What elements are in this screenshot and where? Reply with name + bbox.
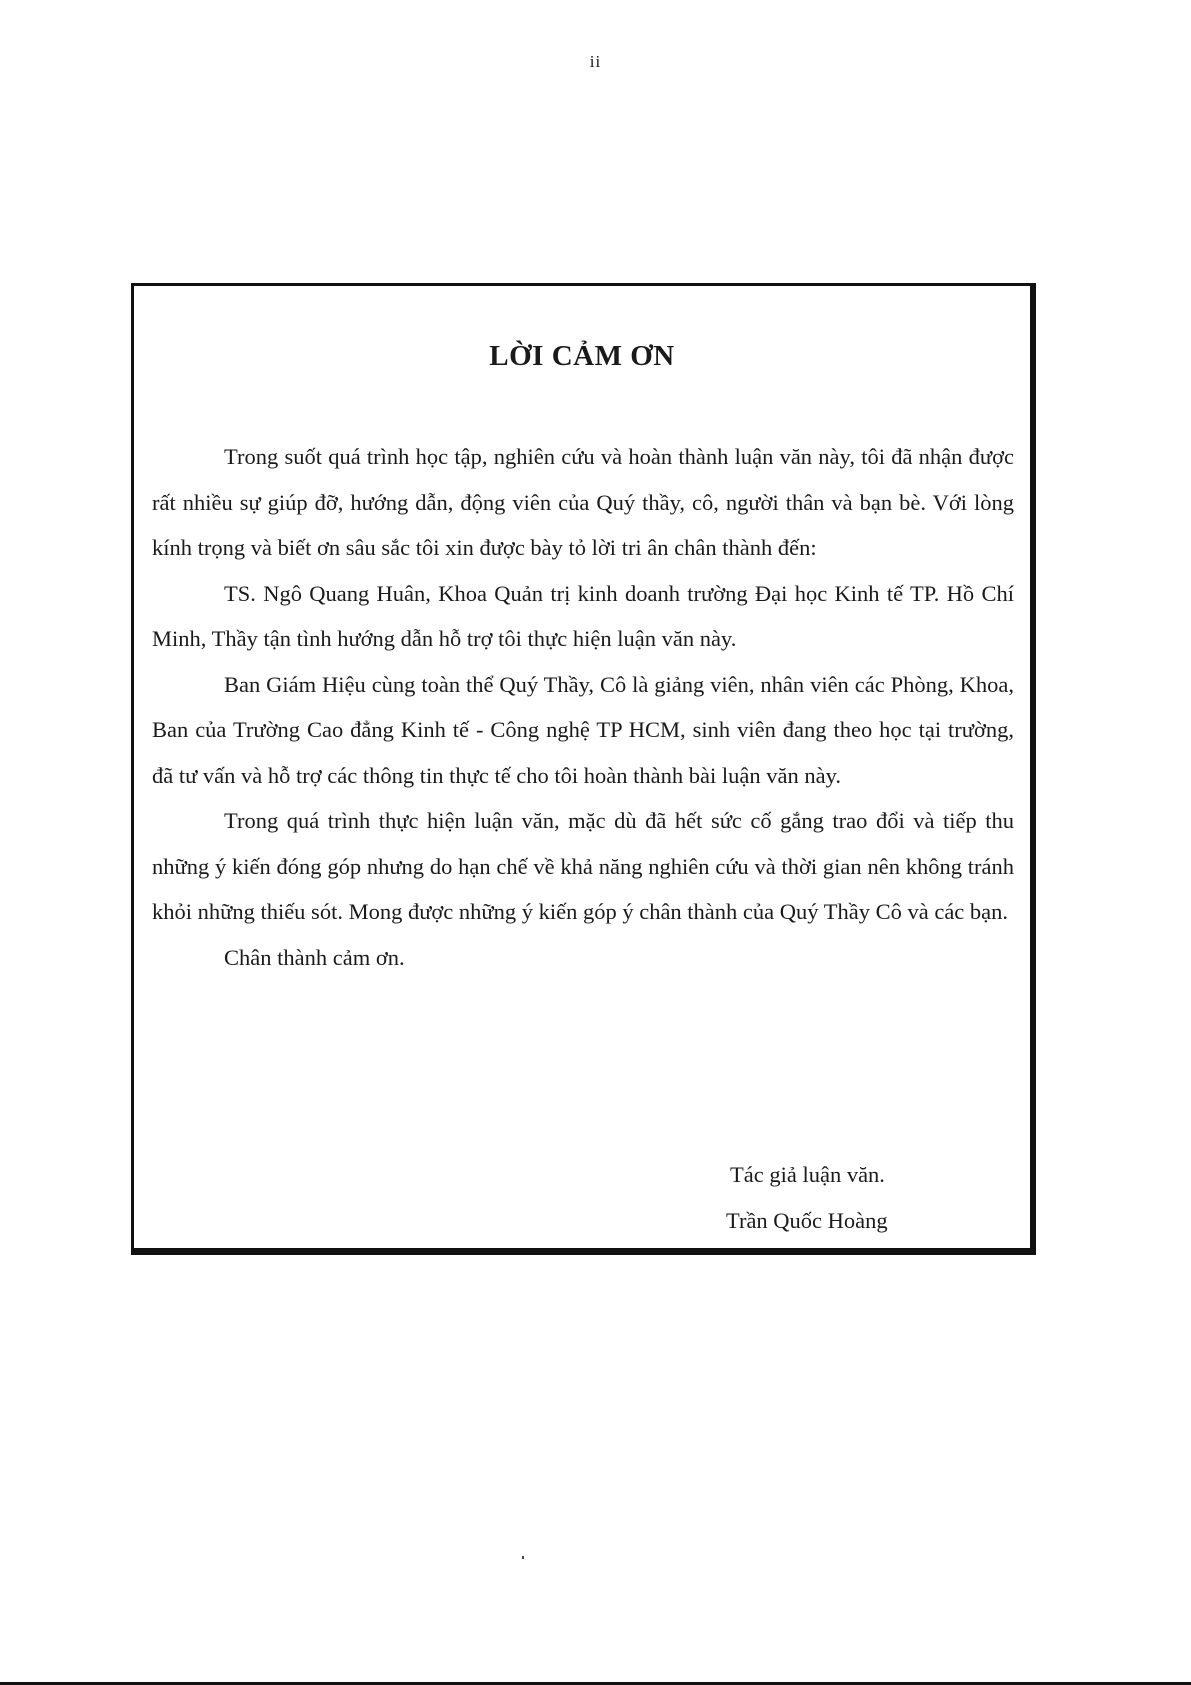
acknowledgement-body (152, 434, 1014, 980)
acknowledgement-frame (131, 283, 1036, 1255)
page-number: ii (589, 52, 602, 71)
signature-role: Tác giả luận văn. (730, 1162, 885, 1187)
signature-name: Trần Quốc Hoàng (726, 1207, 888, 1233)
signature-block (726, 1152, 888, 1243)
page-title: LỜI CẢM ƠN (489, 340, 675, 372)
scan-speck (522, 1556, 524, 1559)
paragraph-intro: Trong suốt quá trình học tập, nghiên cứu và hoàn thành luận văn này, tôi đã nhận được rất nhiều sự giúp đỡ, hướng dẫn, động viên của Quý thầy, cô, người thân và bạn bè. Với lòng kính trọng và biết ơn sâu sắc tôi xin được bày tỏ lời tri ân chân thành đến: (152, 444, 1014, 560)
paragraph-school: Ban Giám Hiệu cùng toàn thể Quý Thầy, Cô là giảng viên, nhân viên các Phòng, Khoa, Ban của Trường Cao đẳng Kinh tế - Công nghệ TP HCM, sinh viên đang theo học tại trường, đã tư vấn và hỗ trợ các thông tin thực tế cho tôi hoàn thành bài luận văn này. (152, 671, 1014, 788)
paragraph-closing: Chân thành cảm ơn. (224, 944, 405, 970)
paragraph-advisor: TS. Ngô Quang Huân, Khoa Quản trị kinh doanh trường Đại học Kinh tế TP. Hồ Chí Minh, Thầy tận tình hướng dẫn hỗ trợ tôi thực hiện luận văn này. (152, 580, 1014, 651)
paragraph-limitations: Trong quá trình thực hiện luận văn, mặc dù đã hết sức cố gắng trao đổi và tiếp thu những ý kiến đóng góp nhưng do hạn chế về khả năng nghiên cứu và thời gian nên không tránh khỏi những thiếu sót. Mong được những ý kiến góp ý chân thành của Quý Thầy Cô và các bạn. (152, 808, 1014, 924)
